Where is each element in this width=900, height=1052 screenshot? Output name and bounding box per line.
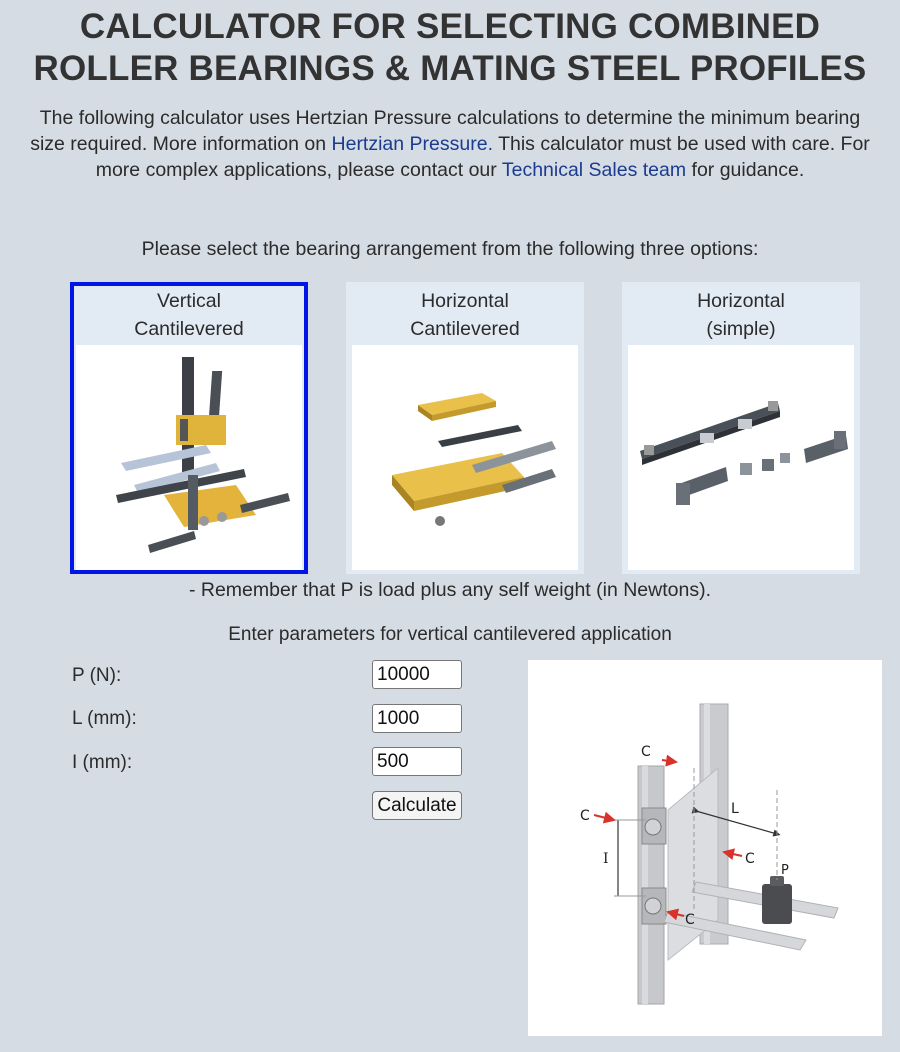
option-title: Horizontal Cantilevered: [410, 290, 520, 340]
svg-text:C: C: [580, 808, 590, 824]
svg-text:C: C: [685, 912, 695, 928]
svg-text:L: L: [731, 801, 739, 817]
p-input[interactable]: [372, 660, 462, 689]
calculate-button[interactable]: Calculate: [372, 791, 462, 820]
page-title: [0, 6, 900, 90]
option-horizontal-cantilevered[interactable]: [346, 282, 584, 574]
selection-prompt: Please select the bearing arrangement from the following three options:: [141, 238, 759, 260]
l-input[interactable]: [372, 704, 462, 733]
p-label: P (N):: [72, 665, 122, 686]
svg-text:P: P: [781, 863, 789, 878]
i-input[interactable]: [372, 747, 462, 776]
horizontal-simple-image: [628, 345, 854, 570]
intro-text: The following calculator uses Hertzian Pressure calculations to determine the minimum bearing size required. More information on: [30, 107, 861, 155]
technical-sales-link[interactable]: Technical Sales team: [501, 159, 687, 181]
horizontal-cantilevered-image: [352, 345, 578, 570]
option-horizontal-simple[interactable]: [622, 282, 860, 574]
option-vertical-cantilevered[interactable]: [70, 282, 308, 574]
option-title: Horizontal (simple): [697, 290, 785, 340]
vertical-cantilevered-image: [76, 345, 302, 570]
intro-paragraph: [20, 105, 880, 183]
title-line-2: ROLLER BEARINGS & MATING STEEL PROFILES: [33, 49, 867, 88]
vertical-cantilever-diagram: [528, 660, 882, 1036]
i-label: I (mm):: [72, 752, 133, 773]
svg-text:I: I: [603, 851, 609, 867]
svg-text:C: C: [641, 744, 651, 760]
l-label: L (mm):: [72, 708, 137, 729]
intro-text: for guidance.: [686, 159, 805, 181]
title-line-1: CALCULATOR FOR SELECTING COMBINED: [79, 7, 821, 46]
svg-text:C: C: [745, 851, 755, 867]
load-note: - Remember that P is load plus any self weight (in Newtons).: [188, 579, 712, 601]
intro-text: This calculator must be used with care. For more complex applications, please contact our: [95, 133, 870, 181]
option-title: Vertical Cantilevered: [134, 290, 244, 340]
form-heading: Enter parameters for vertical cantilevered application: [228, 624, 672, 645]
hertzian-pressure-link[interactable]: Hertzian Pressure.: [331, 133, 493, 155]
